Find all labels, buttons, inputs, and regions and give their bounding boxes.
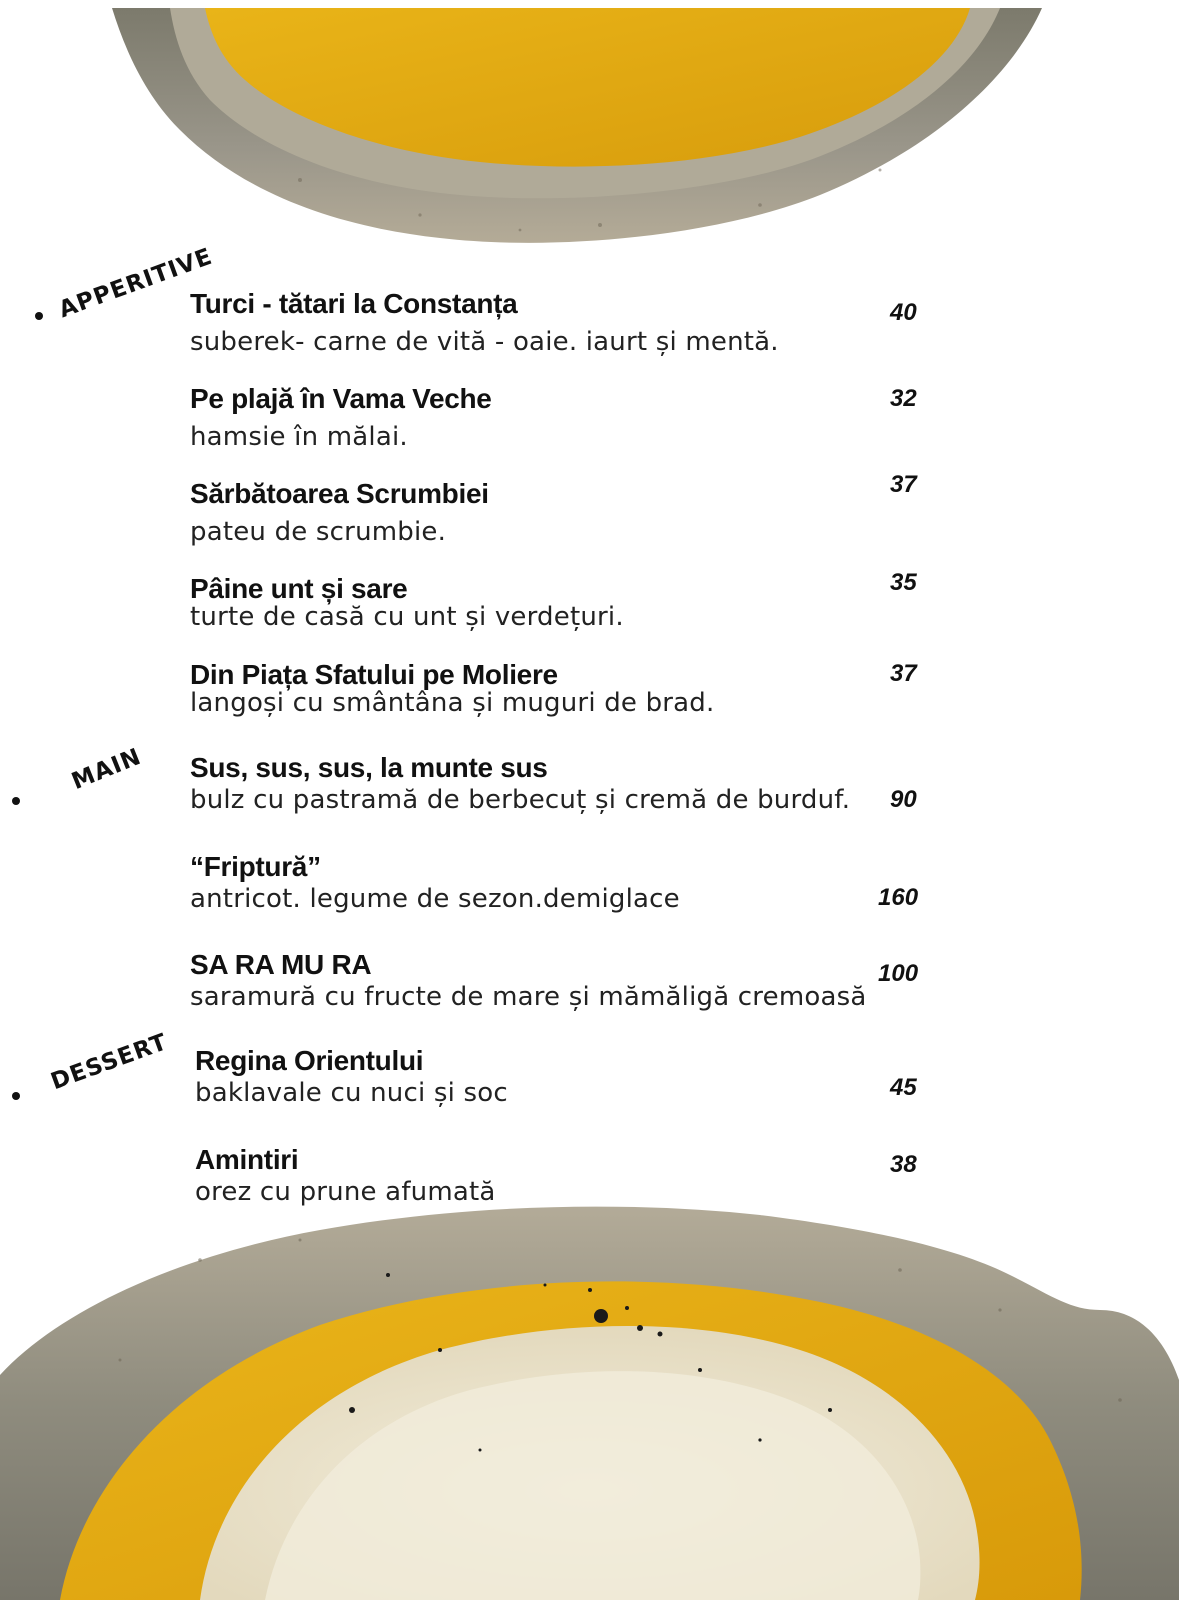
item-name: “Friptură” [190, 851, 321, 882]
bottom-plates-image [0, 1200, 1179, 1600]
item-price: 90 [890, 786, 917, 813]
item-description: baklavale cu nuci și soc [195, 1078, 508, 1108]
item-description: suberek- carne de vită - oaie. iaurt și mentă. [190, 327, 779, 357]
item-name: Pâine unt și sare [190, 573, 408, 604]
section-bullet [12, 1092, 20, 1100]
item-description: orez cu prune afumată [195, 1177, 496, 1207]
item-price: 40 [890, 299, 917, 326]
item-description: hamsie în mălai. [190, 422, 408, 452]
menu-item [190, 658, 950, 720]
item-description: saramură cu fructe de mare și mămăligă cremoasă [190, 982, 867, 1012]
item-description: bulz cu pastramă de berbecuț și cremă de burduf. [190, 785, 851, 815]
item-name: Turci - tătari la Constanța [190, 288, 518, 319]
top-plates-image [0, 0, 1179, 250]
item-price: 38 [890, 1151, 917, 1178]
item-description: langoși cu smântâna și muguri de brad. [190, 688, 715, 718]
item-name: Din Piața Sfatului pe Moliere [190, 659, 558, 690]
section-label-apperitive: APPERITIVE [55, 243, 216, 324]
menu-item [190, 572, 950, 634]
item-price: 35 [890, 569, 917, 596]
menu-item [190, 751, 950, 817]
item-name: Sărbătoarea Scrumbiei [190, 478, 489, 509]
section-bullet [12, 797, 20, 805]
item-description: antricot. legume de sezon.demiglace [190, 884, 680, 914]
menu-item [190, 948, 950, 1014]
section-bullet [35, 312, 43, 320]
menu-item [190, 287, 950, 359]
menu-item [190, 850, 950, 916]
item-price: 32 [890, 385, 917, 412]
item-name: Regina Orientului [195, 1045, 424, 1076]
item-price: 37 [890, 471, 917, 498]
section-label-main: MAIN [68, 743, 146, 796]
item-description: pateu de scrumbie. [190, 517, 447, 547]
item-price: 160 [878, 884, 919, 911]
item-name: SA RA MU RA [190, 949, 372, 980]
menu-item [195, 1044, 955, 1110]
item-price: 100 [878, 960, 919, 987]
item-price: 45 [890, 1074, 917, 1101]
section-label-dessert: DESSERT [47, 1029, 172, 1096]
menu-item [190, 382, 950, 454]
menu-item [190, 477, 950, 549]
item-price: 37 [890, 660, 917, 687]
item-description: turte de casă cu unt și verdețuri. [190, 602, 624, 632]
item-name: Pe plajă în Vama Veche [190, 383, 492, 414]
item-name: Amintiri [195, 1144, 299, 1175]
item-name: Sus, sus, sus, la munte sus [190, 752, 548, 783]
